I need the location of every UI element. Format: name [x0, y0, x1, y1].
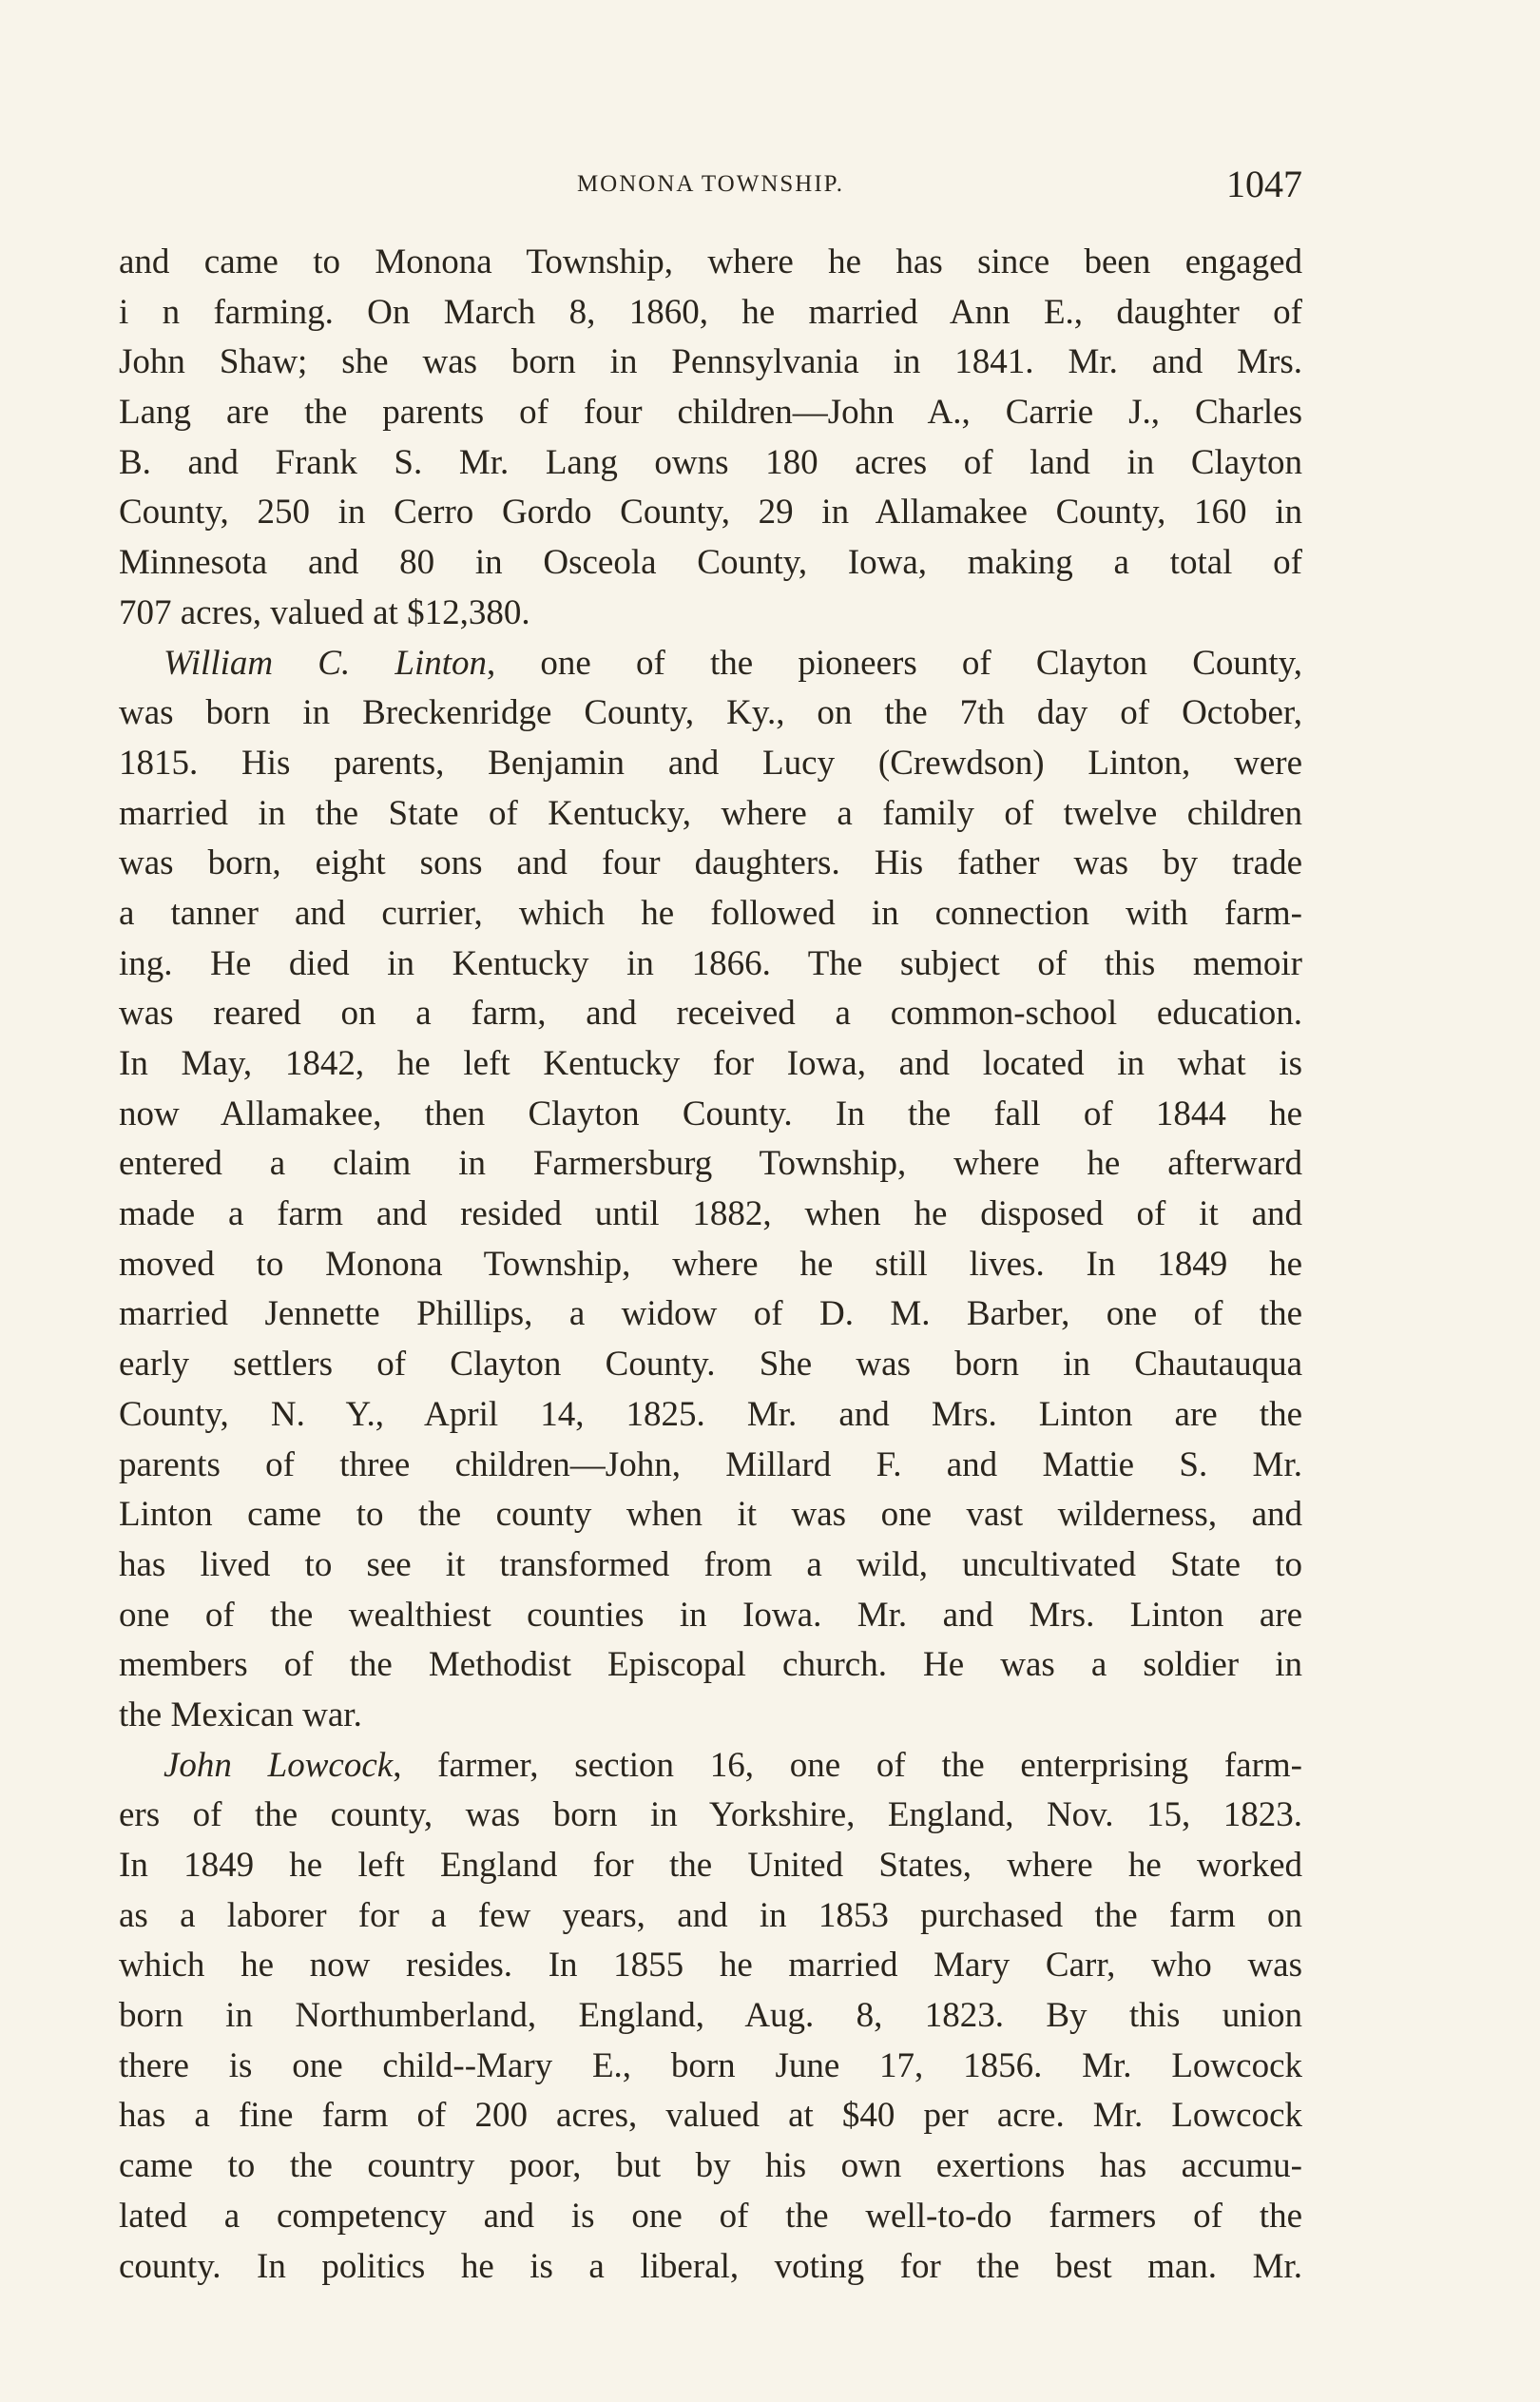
running-head [119, 162, 1302, 209]
text-line: ers of the county, was born in Yorkshire, England, Nov. 15, 1823. [119, 1795, 1302, 1835]
text-line-entry-start [119, 1741, 1302, 1792]
text-line: B. and Frank S. Mr. Lang owns 180 acres of land in Clayton [119, 442, 1302, 482]
entry-name-linton: William C. Linton [164, 643, 488, 683]
text-line: was born, eight sons and four daughters. His father was by trade [119, 843, 1302, 883]
text-line: 707 acres, valued at $12,380. [119, 592, 530, 632]
text-line: County, 250 in Cerro Gordo County, 29 in Allamakee County, 160 in [119, 493, 1302, 533]
text-line: which he now resides. In 1855 he married Mary Carr, who was [119, 1946, 1302, 1986]
text-line: moved to Monona Township, where he still lives. In 1849 he [119, 1244, 1302, 1284]
text-line: Lang are the parents of four children—John A., Carrie J., Charles [119, 393, 1302, 433]
running-title: MONONA TOWNSHIP. [576, 171, 845, 197]
text-line: Linton came to the county when it was one vast wilderness, and [119, 1495, 1302, 1535]
text-line: married Jennette Phillips, a widow of D. M. Barber, one of the [119, 1294, 1302, 1334]
text-line: married in the State of Kentucky, where a family of twelve children [119, 793, 1302, 833]
text-line: made a farm and resided until 1882, when he disposed of it and [119, 1194, 1302, 1234]
text-line: born in Northumberland, England, Aug. 8, 1823. By this union [119, 1996, 1302, 2036]
text-line: was born in Breckenridge County, Ky., on the 7th day of October, [119, 693, 1302, 733]
text-line: 1815. His parents, Benjamin and Lucy (Crewdson) Linton, were [119, 743, 1302, 783]
text-line-entry-start [119, 639, 1302, 689]
text-line: county. In politics he is a liberal, voting for the best man. Mr. [119, 2246, 1302, 2286]
text-line: now Allamakee, then Clayton County. In the fall of 1844 he [119, 1094, 1302, 1133]
text-line: one of the wealthiest counties in Iowa. Mr. and Mrs. Linton are [119, 1595, 1302, 1635]
text-line: early settlers of Clayton County. She was born in Chautauqua [119, 1345, 1302, 1385]
text-line: the Mexican war. [119, 1695, 362, 1734]
text-line: a tanner and currier, which he followed in connection with farm- [119, 893, 1302, 933]
text-line: County, N. Y., April 14, 1825. Mr. and Mrs. Linton are the [119, 1394, 1302, 1434]
text-line: was reared on a farm, and received a common-school education. [119, 994, 1302, 1034]
text-line: i n farming. On March 8, 1860, he married Ann E., daughter of [119, 292, 1302, 332]
text-line: parents of three children—John, Millard F. and Mattie S. Mr. [119, 1444, 1302, 1484]
text-line: John Shaw; she was born in Pennsylvania in 1841. Mr. and Mrs. [119, 342, 1302, 382]
text-line: ing. He died in Kentucky in 1866. The subject of this memoir [119, 943, 1302, 983]
text-line: lated a competency and is one of the well-to-do farmers of the [119, 2196, 1302, 2236]
text-line: entered a claim in Farmersburg Township, where he afterward [119, 1144, 1302, 1184]
text-line: members of the Methodist Episcopal church. He was a soldier in [119, 1645, 1302, 1685]
text-line: Minnesota and 80 in Osceola County, Iowa, making a total of [119, 543, 1302, 583]
text-line: came to the country poor, but by his own exertions has accumu- [119, 2146, 1302, 2186]
entry-lead-text: , one of the pioneers of Clayton County, [487, 643, 1302, 683]
entry-lead-text: , farmer, section 16, one of the enterprising farm- [393, 1745, 1302, 1785]
body-text [119, 238, 1302, 2292]
text-line: In May, 1842, he left Kentucky for Iowa, and located in what is [119, 1044, 1302, 1083]
text-line: there is one child--Mary E., born June 17, 1856. Mr. Lowcock [119, 2045, 1302, 2085]
text-line: In 1849 he left England for the United States, where he worked [119, 1846, 1302, 1885]
text-line: has lived to see it transformed from a wild, uncultivated State to [119, 1544, 1302, 1584]
entry-name-lowcock: John Lowcock [164, 1745, 394, 1785]
text-line: has a fine farm of 200 acres, valued at $40 per acre. Mr. Lowcock [119, 2096, 1302, 2136]
page-number: 1047 [1226, 163, 1302, 205]
text-line: and came to Monona Township, where he has since been engaged [119, 242, 1302, 281]
text-line: as a laborer for a few years, and in 1853 purchased the farm on [119, 1895, 1302, 1935]
